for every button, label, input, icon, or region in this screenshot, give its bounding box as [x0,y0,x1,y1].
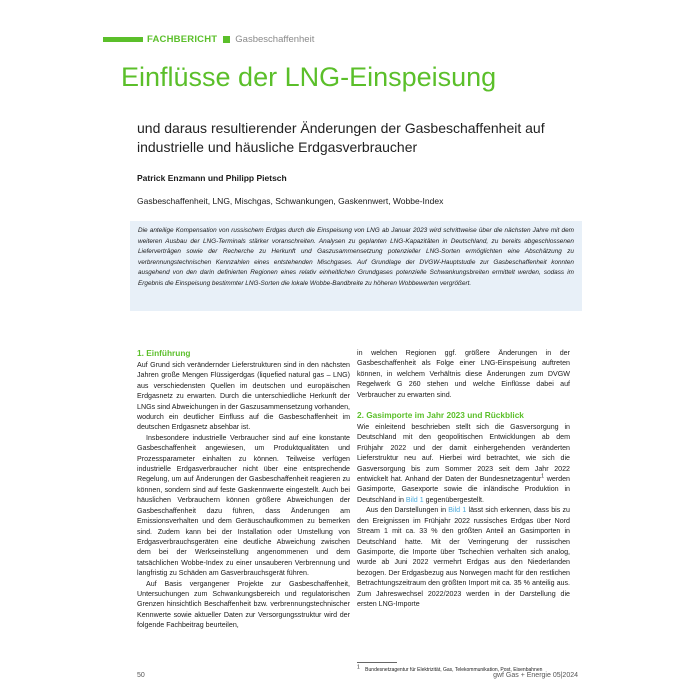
abstract-box [130,221,582,311]
page-number: 50 [137,672,145,679]
article-subtitle: und daraus resultierender Änderungen der Gasbeschaffenheit auf industrielle und häusliche Erdgasverbraucher [137,120,545,155]
paragraph-text: Wie einleitend beschrieben stellt sich die Gasversorgung in Deutschland mit den geopolitischen Entwicklungen ab dem Frühjahr 2022 und der damit einhergehenden veränderten Lieferstruktur neu auf. Hierbei wird betrachtet, wie sich die Gasversorgung bis zum Sommer 2023 seit dem Jahr 2022 entwickelt hat. Anhand der Daten der Bundesnetzagentur [357,423,570,484]
paragraph [357,422,570,505]
paragraph: Insbesondere industrielle Verbraucher sind auf eine konstante Gasbeschaffenheit angewiesen, um Produktqualitäten und Prozessparameter einhalten zu können. Teilweise verfügen industrielle Erdgasverbraucher nicht über eine entsprechende Regelung, um auf Änderungen der Gasbeschaffenheit reagieren zu können, sondern sind auf feste Gaskennwerte eingestellt. Auch bei häuslichen Verbrauchern können größere Abweichungen der Gasbeschaffenheit dazu führen, dass Änderungen am Emissionsverhalten und dem Geräuschaufkommen zu bemerken sind. Zudem kann bei der Installation oder Umstellung von Erdgasverbrauchsgeräten eine deutliche Abweichung zwischen dem bei der Werkseinstellung angenommenen und dem tatsächlichen Wobbe-Index zu einer unsauberen Verbrennung und langfristig zu Schäden am Gasverbrauchsgerät führen. [137,433,350,578]
figure-reference-link[interactable]: Bild 1 [405,495,424,504]
paragraph-text: lässt sich erkennen, dass bis zu den Ereignissen im Frühjahr 2022 russisches Erdgas über Nord Stream 1 mit ca. 33 % den größten Anteil an Gasimporten in Deutschland hatte. Mit der Verringerung der russischen Gasimporte, die Importe über Tschechien verhalten sich analog, wurde ab Juni 2022 vermehrt Erdgas aus den Niederlanden bezogen. Der Erdgasbezug aus Norwegen macht für den restlichen Betrachtungszeitraum den größten Import mit ca. 35 % anteilig aus. Zum Jahreswechsel 2022/2023 werden in der Darstellung die ersten LNG-Importe [357,506,570,608]
paragraph-text: werden Gasimporte, Gasexporte sowie die inländische Produktion in Deutschland in [357,475,570,504]
header-section-label: FACHBERICHT [147,33,218,45]
section-heading: 1. Einführung [137,348,191,358]
header-square-icon [223,36,230,43]
footnote-text: Bundesnetzagentur für Elektrizität, Gas, Telekommunikation, Post, Eisenbahnen [365,667,543,673]
footnote-number: 1 [357,664,360,671]
article-authors: Patrick Enzmann und Philipp Pietsch [137,173,287,183]
footnote-marker: 1 [541,473,545,480]
section-header [103,33,314,45]
figure-reference-link[interactable]: Bild 1 [448,506,467,515]
footnote-divider [357,662,397,663]
paragraph: Auf Basis vergangener Projekte zur Gasbeschaffenheit, Untersuchungen zum Schwankungsbereich und regulatorischen Grenzen hinsichtlich Beschaffenheit bzw. verbrennungstechnischer Kennwerte sowie aktueller Daten zur Versorgungsstruktur wird der folgende Fachbeitrag beurteilen, [137,579,350,630]
paragraph [357,505,570,609]
journal-reference: gwf Gas + Energie 05|2024 [493,672,578,679]
section-heading: 2. Gasimporte im Jahr 2023 und Rückblick [357,410,524,421]
paragraph-text: gegenübergestellt. [423,495,484,504]
article-title: Einflüsse der LNG-Einspeisung [121,62,497,92]
header-topic-label: Gasbeschaffenheit [235,33,315,45]
header-accent-bar [103,37,143,42]
paragraph: in welchen Regionen ggf. größere Änderungen in der Gasbeschaffenheit als Folge einer LNG-Einspeisung auftreten können, in welchem Verhältnis diese Änderungen zum DVGW Regelwerk G 260 stehen und welche Einflüsse dabei auf Verbraucher zu erwarten sind. [357,349,570,399]
paragraph-text: Aus den Darstellungen in [366,506,449,515]
article-keywords: Gasbeschaffenheit, LNG, Mischgas, Schwankungen, Gaskennwert, Wobbe-Index [137,196,444,206]
abstract-text: Die anteilige Kompensation von russischem Erdgas durch die Einspeisung von LNG ab Januar 2023 wird schrittweise über die nächsten Jahre mit dem weiteren Ausbau der LNG-Terminals stärker voranschreiten. Analysen zu geplanten LNG-Kapazitäten in Deutschland, zu bereits abgeschlossenen Lieferverträgen sowie der Recherche zu Herkunft und Gaszusammensetzung potenzieller LNG-Sorten ermöglichten eine Abschätzung zu verbrennungstechnischen Kennzahlen eines entstehenden Mischgases. Auf Grundlage der DVGW-Hauptstudie zur Gasbeschaffenheit konnten ausgehend von den darin definierten Regionen eines relativ einheitlichen Grundgases potenzielle Schwankungsbreiten ermittelt werden, sodass im Ergebnis die Einspeisung bestimmter LNG-Sorten die lokale Wobbe-Bandbreite zu höheren Wobbewerten vergrößert. [138,227,574,287]
paragraph: Auf Grund sich verändernder Lieferstrukturen sind in den nächsten Jahren große Mengen Flüssigerdgas (liquefied natural gas – LNG) aus verschiedensten Quellen im deutschen und europäischen Erdgasnetz zu erwarten. Durch die unterschiedliche Herkunft der LNGs sind Abweichungen in der Gaszusammensetzung vorhanden, wodurch ein deutlicher Einfluss auf die Gasbeschaffenheit im deutschen Erdgasnetz absehbar ist. [137,361,350,432]
text-column-left [137,348,350,631]
text-column-right [357,348,570,609]
